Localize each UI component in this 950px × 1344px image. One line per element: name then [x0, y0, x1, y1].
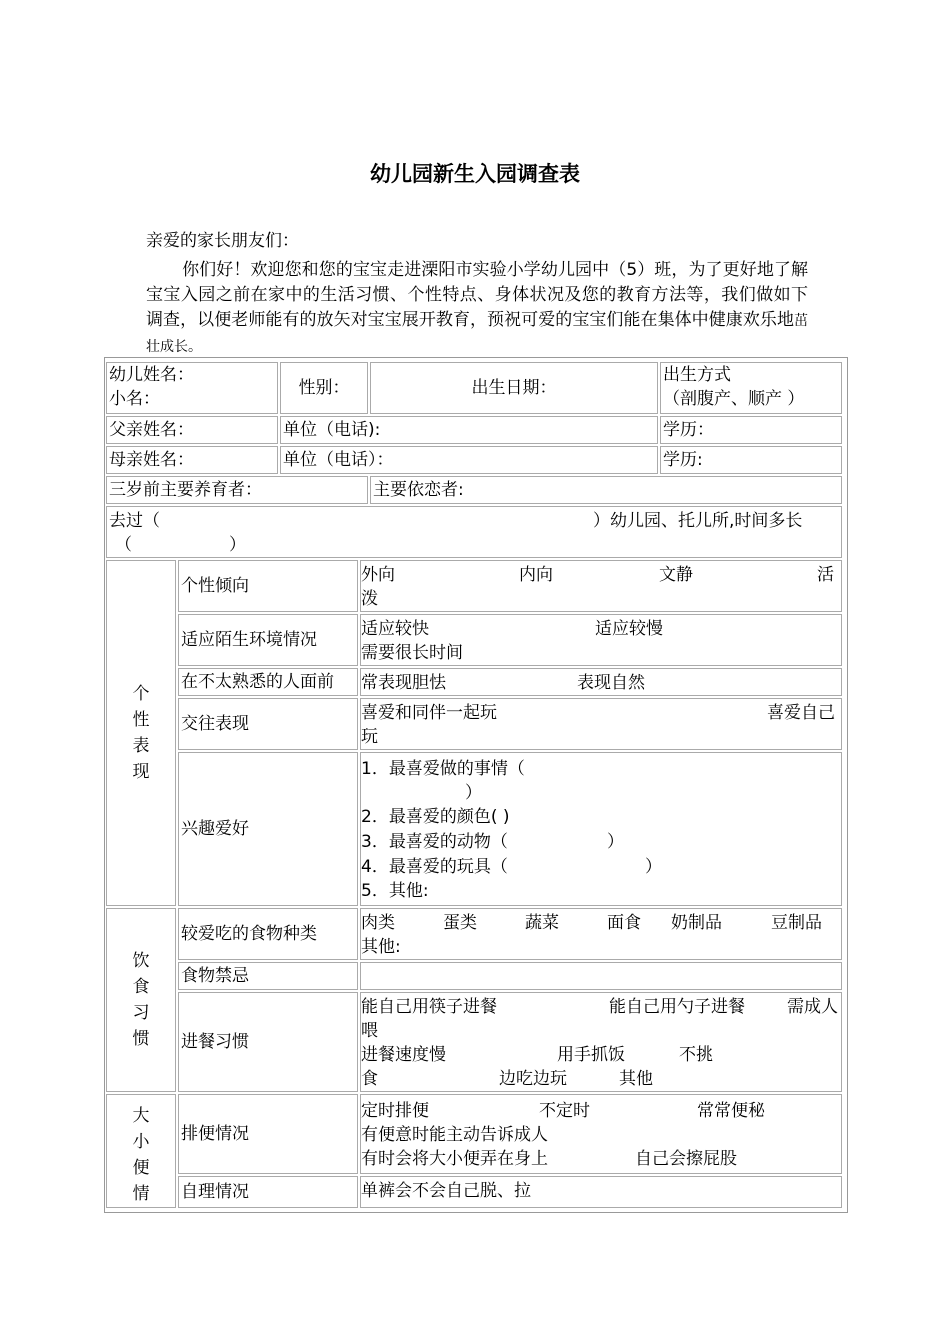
- option-dairy[interactable]: 奶制品: [671, 913, 722, 933]
- section-char: 食: [132, 977, 150, 997]
- self-care-field[interactable]: [360, 1176, 842, 1208]
- father-name-label: 父亲姓名：: [109, 420, 194, 440]
- option-not-picky-wrap: 食: [361, 1069, 378, 1089]
- option-soy[interactable]: 豆制品: [771, 913, 822, 933]
- child-name-field[interactable]: [106, 362, 278, 414]
- social-label: [178, 698, 358, 750]
- personality-tendency-label: [178, 560, 358, 612]
- option-natural[interactable]: 表现自然: [577, 673, 645, 693]
- bowel-options[interactable]: [360, 1094, 842, 1174]
- section-personality: [106, 560, 176, 906]
- greeting: 亲爱的家长朋友们：: [146, 231, 299, 251]
- page-title: 幼儿园新生入园调查表: [370, 162, 580, 186]
- hobby-other: 5．其他:: [361, 881, 429, 901]
- row-label: 进餐习惯: [181, 1032, 249, 1052]
- birth-date-label: 出生日期：: [471, 378, 557, 398]
- option-adapt-slow[interactable]: 适应较慢: [595, 619, 663, 639]
- option-other-foods[interactable]: 其他:: [361, 937, 401, 957]
- father-edu-field[interactable]: [660, 416, 842, 444]
- section-char: 性: [132, 710, 150, 730]
- hobbies-label: [178, 752, 358, 906]
- option-play-alone[interactable]: 喜爱自己: [767, 703, 835, 723]
- intro-paragraph: [146, 258, 808, 360]
- hobbies-field[interactable]: [360, 752, 842, 906]
- row-label: 食物禁忌: [181, 966, 249, 986]
- section-diet: [106, 908, 176, 1092]
- option-needs-feeding[interactable]: 需成人: [787, 997, 838, 1017]
- option-spoon[interactable]: 能自己用勺子进餐: [609, 997, 745, 1017]
- personality-tendency-options[interactable]: [360, 560, 842, 612]
- birth-date-field[interactable]: [370, 362, 658, 414]
- option-lively[interactable]: 活: [817, 565, 834, 585]
- option-accidents[interactable]: 有时会将大小便弄在身上: [361, 1149, 548, 1169]
- favorite-foods-options[interactable]: [360, 908, 842, 960]
- option-timid[interactable]: 常表现胆怯: [361, 673, 446, 693]
- bowel-label: [178, 1094, 358, 1174]
- attachment-label: 主要依恋者:: [373, 480, 464, 500]
- social-options[interactable]: [360, 698, 842, 750]
- kg-open: 去过（: [109, 511, 160, 531]
- row-label: 个性倾向: [181, 576, 249, 596]
- row-label: 自理情况: [181, 1182, 249, 1202]
- option-eggs[interactable]: 蛋类: [443, 913, 477, 933]
- mother-name-label: 母亲姓名：: [109, 450, 194, 470]
- eating-habits-label: [178, 992, 358, 1092]
- food-taboo-input[interactable]: [360, 962, 842, 990]
- father-unit-field[interactable]: [280, 416, 658, 444]
- father-unit-label: 单位（电话):: [283, 420, 381, 440]
- self-care-text: 单裤会不会自己脱、拉: [361, 1181, 531, 1201]
- gender-label: 性别：: [298, 378, 350, 398]
- section-char: 表: [132, 736, 150, 756]
- child-name-label: 幼儿姓名：: [109, 365, 194, 385]
- option-eats-slowly[interactable]: 进餐速度慢: [361, 1045, 446, 1065]
- option-noodles[interactable]: 面食: [607, 913, 641, 933]
- birth-method-field[interactable]: [660, 362, 842, 414]
- kindergarten-history-field[interactable]: [106, 506, 842, 558]
- mother-edu-field[interactable]: [660, 446, 842, 474]
- section-char: 个: [132, 684, 150, 704]
- adaptation-label: [178, 614, 358, 666]
- section-char: 情: [132, 1184, 150, 1204]
- favorite-foods-label: [178, 908, 358, 960]
- section-char: 大: [132, 1106, 150, 1126]
- father-name-field[interactable]: [106, 416, 278, 444]
- option-tells-adult[interactable]: 有便意时能主动告诉成人: [361, 1125, 548, 1145]
- option-plays-while-eating[interactable]: 边吃边玩: [499, 1069, 567, 1089]
- option-eats-with-hands[interactable]: 用手抓饭: [557, 1045, 625, 1065]
- option-outgoing[interactable]: 外向: [361, 565, 395, 585]
- hobby-favorite-color: 2．最喜爱的颜色( ): [361, 807, 510, 827]
- option-adapt-long[interactable]: 需要很长时间: [361, 643, 463, 663]
- intro-tail: 茁壮成长。: [146, 313, 808, 355]
- option-other-habits[interactable]: 其他: [619, 1069, 653, 1089]
- gender-field[interactable]: [280, 362, 368, 414]
- eating-habits-options[interactable]: [360, 992, 842, 1092]
- option-meat[interactable]: 肉类: [361, 913, 395, 933]
- section-char: 现: [132, 762, 150, 782]
- option-adapt-fast[interactable]: 适应较快: [361, 619, 429, 639]
- hobby-favorite-animal: 3．最喜爱的动物（: [361, 832, 508, 852]
- food-taboo-label: [178, 962, 358, 990]
- option-not-picky[interactable]: 不挑: [679, 1045, 713, 1065]
- kg-duration-close: ）: [229, 535, 246, 555]
- row-label: 在不太熟悉的人面前: [181, 672, 334, 692]
- caregiver-field[interactable]: [106, 476, 368, 504]
- adaptation-options[interactable]: [360, 614, 842, 666]
- self-care-label: [178, 1176, 358, 1208]
- row-label: 适应陌生环境情况: [181, 630, 317, 650]
- section-char: 小: [132, 1132, 150, 1152]
- hobby-favorite-toy: 4．最喜爱的玩具（: [361, 857, 508, 877]
- option-self-wipe[interactable]: 自己会擦屁股: [635, 1149, 737, 1169]
- option-play-alone-wrap: 玩: [361, 727, 378, 747]
- mother-unit-field[interactable]: [280, 446, 658, 474]
- section-char: 便: [132, 1158, 150, 1178]
- hobby-close: ）: [607, 832, 624, 852]
- hobby-close: ）: [645, 857, 662, 877]
- kg-text: ）幼儿园、托儿所,时间多长: [593, 511, 803, 531]
- caregiver-label: 三岁前主要养育者：: [109, 480, 262, 500]
- section-char: 习: [132, 1003, 150, 1023]
- option-constipation[interactable]: 常常便秘: [697, 1101, 765, 1121]
- birth-method-options: （剖腹产、顺产 ）: [663, 389, 805, 409]
- option-lively-wrap: 泼: [361, 589, 378, 609]
- kg-duration-open: （: [115, 535, 132, 555]
- row-label: 较爱吃的食物种类: [181, 924, 317, 944]
- option-chopsticks[interactable]: 能自己用筷子进餐: [361, 997, 497, 1017]
- option-irregular[interactable]: 不定时: [539, 1101, 590, 1121]
- row-label: 交往表现: [181, 714, 249, 734]
- option-vegetables[interactable]: 蔬菜: [525, 913, 559, 933]
- option-introverted[interactable]: 内向: [519, 565, 553, 585]
- mother-edu-label: 学历:: [663, 450, 703, 470]
- nickname-label: 小名：: [109, 389, 160, 409]
- section-char: 饮: [132, 951, 150, 971]
- row-label: 兴趣爱好: [181, 819, 249, 839]
- strangers-label: [178, 668, 358, 696]
- row-label: 排便情况: [181, 1124, 249, 1144]
- option-needs-feeding-wrap: 喂: [361, 1021, 378, 1041]
- mother-name-field[interactable]: [106, 446, 278, 474]
- attachment-field[interactable]: [370, 476, 842, 504]
- birth-method-label: 出生方式: [663, 365, 731, 385]
- option-quiet[interactable]: 文静: [659, 565, 693, 585]
- strangers-options[interactable]: [360, 668, 842, 696]
- mother-unit-label: 单位（电话）：: [283, 450, 394, 470]
- hobby-close: ）: [465, 783, 482, 803]
- father-edu-label: 学历：: [663, 420, 714, 440]
- section-char: 惯: [132, 1029, 150, 1049]
- option-regular[interactable]: 定时排便: [361, 1101, 429, 1121]
- section-toilet: [106, 1094, 176, 1208]
- option-play-with-peers[interactable]: 喜爱和同伴一起玩: [361, 703, 497, 723]
- hobby-favorite-activity: 1．最喜爱做的事情（: [361, 759, 525, 779]
- intro-main: 你们好！欢迎您和您的宝宝走进溧阳市实验小学幼儿园中（5）班，为了更好地了解宝宝入园之前在家中的生活习惯、个性特点、身体状况及您的教育方法等，我们做如下调查，以便老师能有的放矢对宝宝展开教育，预祝可爱的宝宝们能在集体中健康欢乐地: [146, 260, 808, 330]
